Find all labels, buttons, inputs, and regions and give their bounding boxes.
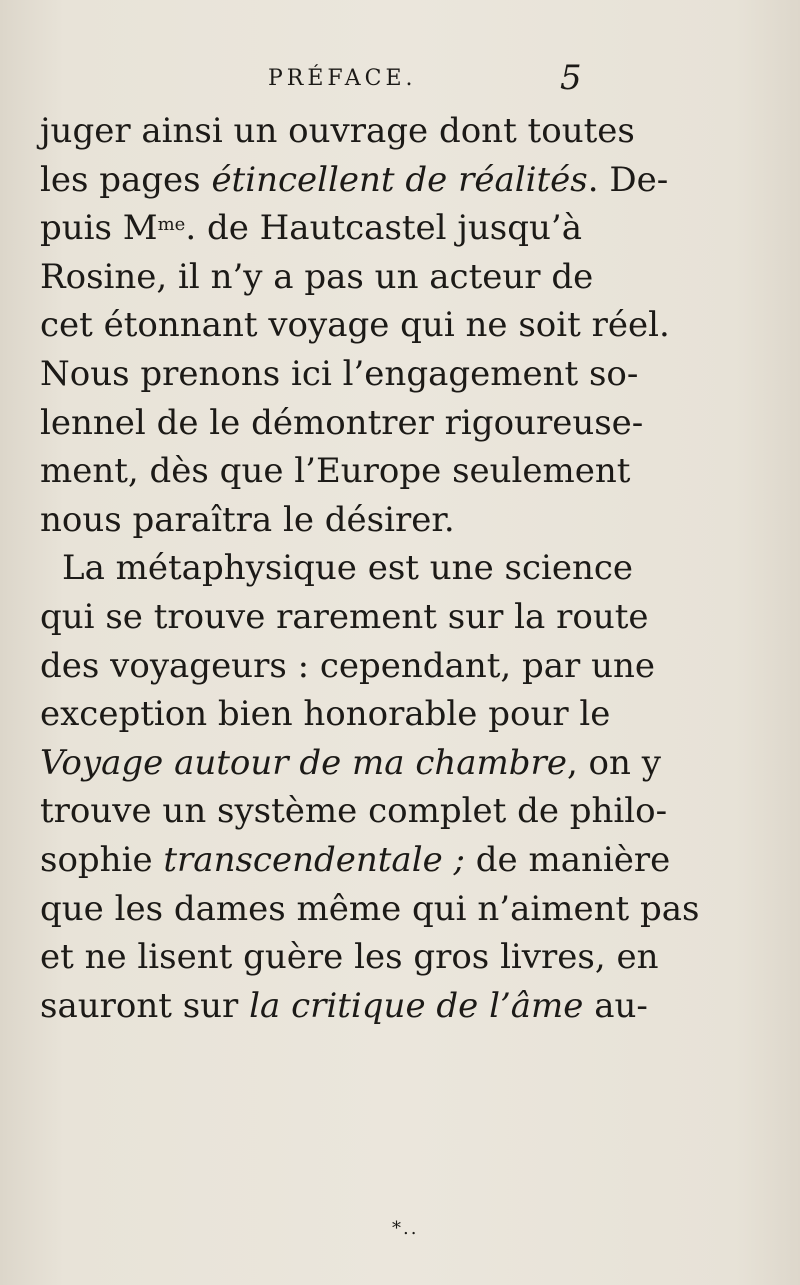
emphasis-text: étincellent de réalités [211,159,588,200]
text-line: juger ainsi un ouvrage dont toutes [40,111,635,151]
text-line: sauront sur la critique de l’âme au- [40,985,648,1026]
body-text [40,107,760,1030]
text-line: nous paraîtra le désirer. [40,499,455,540]
page-number: 5 [560,58,582,98]
text-line: ment, dès que l’Europe seulement [40,451,631,492]
text-line: qui se trouve rarement sur la route [40,596,649,637]
text-line: que les dames même qui n’aiment pas [40,888,700,929]
text-line: Voyage autour de ma chambre, on y [40,742,661,783]
text-line: les pages étincellent de réalités. De- [40,159,669,200]
page-header [0,58,800,98]
text-line: cet étonnant voyage qui ne soit réel. [40,305,670,346]
text-line: et ne lisent guère les gros livres, en [40,937,659,978]
emphasis-text: transcendentale ; [163,839,465,880]
text-line: trouve un système complet de philo- [40,791,668,832]
paragraph-start-line: La métaphysique est une science [62,548,634,589]
text-line: puis $M^{me}$. de Hautcastel jusqu’à [40,208,582,249]
superscript: me [157,214,186,236]
text-line: Nous prenons ici l’engagement so- [40,353,639,394]
emphasis-text: la critique de l’âme [249,985,584,1026]
signature-mark: *.. [392,1218,419,1239]
text-line: des voyageurs : cependant, par une [40,645,656,686]
text-line: Rosine, il n’y a pas un acteur de [40,256,594,297]
book-title-emphasis: Voyage autour de ma chambre [40,742,567,783]
text-line: exception bien honorable pour le [40,694,611,735]
running-head: PRÉFACE. [268,66,417,91]
text-line: lennel de le démontrer rigoureuse- [40,402,644,443]
text-line: sophie transcendentale ; de manière [40,839,671,880]
